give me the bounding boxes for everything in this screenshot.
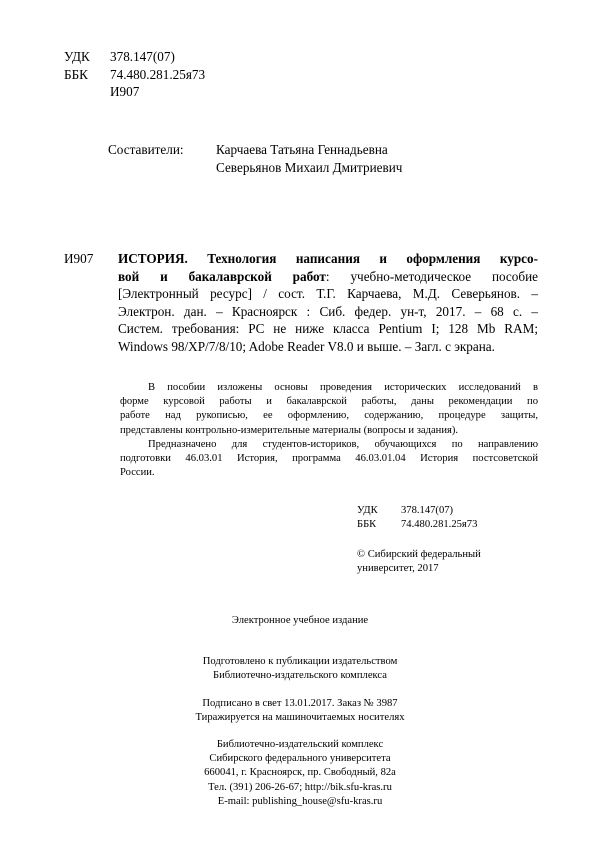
compiler-name: Северьянов Михаил Дмитриевич	[216, 159, 403, 175]
edition-type: Электронное учебное издание	[231, 615, 369, 626]
copyright	[357, 548, 481, 576]
compilers-label: Составители:	[108, 142, 184, 157]
record-author-code: И907	[64, 251, 94, 266]
abstract-line: В пособии изложены основы проведения исторических исследований в	[148, 382, 538, 393]
imprint-line: Подготовлено к публикации издательством	[202, 656, 398, 667]
compilers-list	[216, 141, 402, 176]
abstract-paragraph-1	[120, 381, 538, 438]
record-line: Windows 98/XP/7/8/10; Adobe Reader V8.0 и выше. – Загл. с экрана.	[118, 338, 495, 354]
copyright-line: университет, 2017	[357, 563, 439, 575]
bbk-row	[64, 66, 205, 84]
classification-codes-repeat	[357, 504, 477, 532]
record-title-line: ИСТОРИЯ. Технология написания и оформления курсо-	[118, 251, 538, 266]
imprint-line: Подписано в свет 13.01.2017. Заказ № 3987	[202, 698, 398, 709]
imprint-line: 660041, г. Красноярск, пр. Свободный, 82а	[204, 767, 396, 779]
bbk-label: ББК	[357, 519, 377, 531]
signed-info	[0, 697, 600, 725]
record-line: [Электронный ресурс] / сост. Т.Г. Карчаева, М.Д. Северьянов. –	[118, 286, 538, 301]
abstract-line: работе над рукописью, ее оформлению, содержанию, процедуре защиты,	[120, 410, 538, 422]
imprint-line: Тел. (391) 206-26-67; http://bik.sfu-kras.ru	[208, 781, 392, 793]
copyright-line: © Сибирский федеральный	[357, 549, 481, 560]
abstract-line: подготовки 46.03.01 История, программа 46.03.01.04 История постсоветской	[120, 453, 538, 465]
abstract-line: Предназначено для студентов-историков, обучающихся по направлению	[148, 438, 538, 450]
record-title-bold: вой и бакалаврской работ	[118, 268, 326, 284]
abstract-paragraph-2	[120, 438, 538, 481]
imprint-line: Тиражируется на машиночитаемых носителях	[195, 712, 405, 724]
bbk-value: 74.480.281.25я73	[110, 66, 206, 82]
author-code: И907	[110, 84, 140, 99]
author-code-row	[64, 83, 205, 101]
record-title-line-2	[118, 268, 538, 286]
udk-label: УДК	[64, 49, 90, 64]
publisher-info	[0, 738, 600, 809]
bbk-value: 74.480.281.25я73	[401, 519, 478, 531]
udk-label: УДК	[357, 505, 378, 516]
imprint-line: Сибирского федерального университета	[209, 753, 391, 765]
classification-codes	[64, 48, 205, 101]
udk-value: 378.147(07)	[110, 49, 175, 64]
imprint-line: E-mail: publishing_house@sfu-kras.ru	[217, 795, 383, 807]
udk-row	[64, 48, 205, 66]
record-title-rest: : учебно-методическое пособие	[325, 268, 539, 284]
udk-value: 378.147(07)	[401, 505, 454, 516]
abstract-line: форме курсовой работы и бакалаврской работы, даны рекомендации по	[120, 396, 538, 408]
abstract-line: представлены контрольно-измерительные материалы (вопросы и задания).	[120, 424, 459, 436]
prepared-by	[0, 655, 600, 683]
record-line: Электрон. дан. – Красноярск : Сиб. федер. ун-т, 2017. – 68 с. –	[118, 303, 538, 319]
abstract	[120, 381, 538, 480]
imprint-line: Библиотечно-издательского комплекса	[213, 670, 387, 682]
record-line: Систем. требования: PC не ниже класса Pentium I; 128 Mb RAM;	[118, 321, 538, 336]
imprint-line: Библиотечно-издательский комплекс	[216, 739, 384, 750]
abstract-line: России.	[120, 467, 155, 479]
compiler-name: Карчаева Татьяна Геннадьевна	[216, 142, 388, 157]
bbk-label: ББК	[64, 66, 88, 82]
bibliographic-record	[118, 250, 538, 355]
